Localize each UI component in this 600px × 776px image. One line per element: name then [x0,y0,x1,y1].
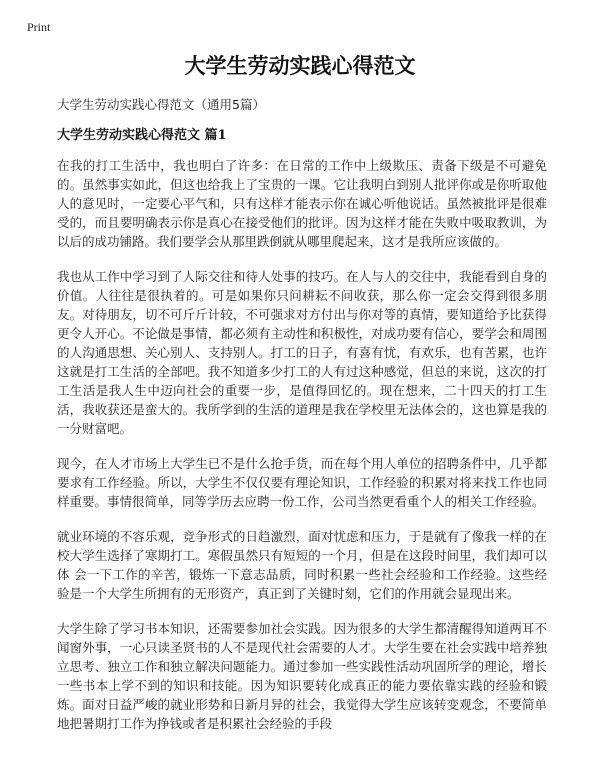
document-body [57,156,547,749]
paragraph-4: 就业环境的不容乐观，竞争形式的日趋激烈，面对忧虑和压力，于是就有了像我一样的在校大学生选择了寒期打工。寒假虽然只有短短的一个月，但是在这段时间里，我们却可以体 会一下工作的辛苦，锻炼一下意志品质，同时积累一些社会经验和工作经验。这些经验是一个大学生所拥有的无形资产，真正到了关键时刻，它们的作用就会显现出来。 [57,529,547,601]
section-heading: 大学生劳动实践心得范文 篇1 [57,128,227,143]
print-link[interactable]: Print [27,20,51,34]
paragraph-3: 现今，在人才市场上大学生已不是什么抢手货，而在每个用人单位的招聘条件中，几乎都要求有工作经验。所以，大学生不仅仅要有理论知识，工作经验的积累对将来找工作也同样重要。事情很简单，同等学历去应聘一份工作，公司当然更看重个人的相关工作经验。 [57,456,547,509]
paragraph-2: 我也从工作中学习到了人际交往和待人处事的技巧。在人与人的交往中，我能看到自身的价值。人往往是很执着的。可是如果你只问耕耘不问收获，那么你一定会交得到很多朋友。对待朋友，切不可斤斤计较，不可强求对方付出与你对等的真情，要知道给予比获得更令人开心。不论做是事情，都必须有主动性和积极性，对成功要有信心，要学会和周围的人沟通思想、关心别人、支持别人。打工的日子，有喜有忧，有欢乐，也有苦累，也许这就是打工生活的全部吧。我不知道多少打工的人有过这种感觉，但总的来说，这次的打工生活是我人生中迈向社会的重要一步，是值得回忆的。现在想来，二十四天的打工生活，我收获还是蛮大的。我所学到的生活的道理是我在学校里无法体会的，这也算是我的一分财富吧。 [57,269,547,436]
document-title: 大学生劳动实践心得范文 [184,53,416,78]
paragraph-5: 大学生除了学习书本知识，还需要参加社会实践。因为很多的大学生都清醒得知道两耳不闻窗外事，一心只读圣贤书的人不是现代社会需要的人才。大学生要在社会实践中培养独立思考、独立工作和独立解决问题能力。通过参加一些实践性活动巩固所学的理论，增长一些书本上学不到的知识和技能。因为知识要转化成真正的能力要依靠实践的经验和锻炼。面对日益严峻的就业形势和日新月异的社会，我觉得大学生应该转变观念，不要简单地把暑期打工作为挣钱或者是积累社会经验的手段 [57,621,547,731]
document-subtitle: 大学生劳动实践心得范文（通用5篇） [57,97,265,112]
paragraph-1: 在我的打工生活中，我也明白了许多：在日常的工作中上级欺压、责备下级是不可避免的。虽然事实如此，但这也给我上了宝贵的一课。它让我明白到别人批评你或是你听取他人的意见时，一定要心平气和，只有这样才能表示你在诚心听他说话。虽然被批评是很难受的，而且要明确表示你是真心在接受他们的批评。因为这样才能在失败中吸取教训，为以后的成功铺路。我们要学会从那里跌倒就从哪里爬起来，这才是我所应该做的。 [57,158,547,249]
